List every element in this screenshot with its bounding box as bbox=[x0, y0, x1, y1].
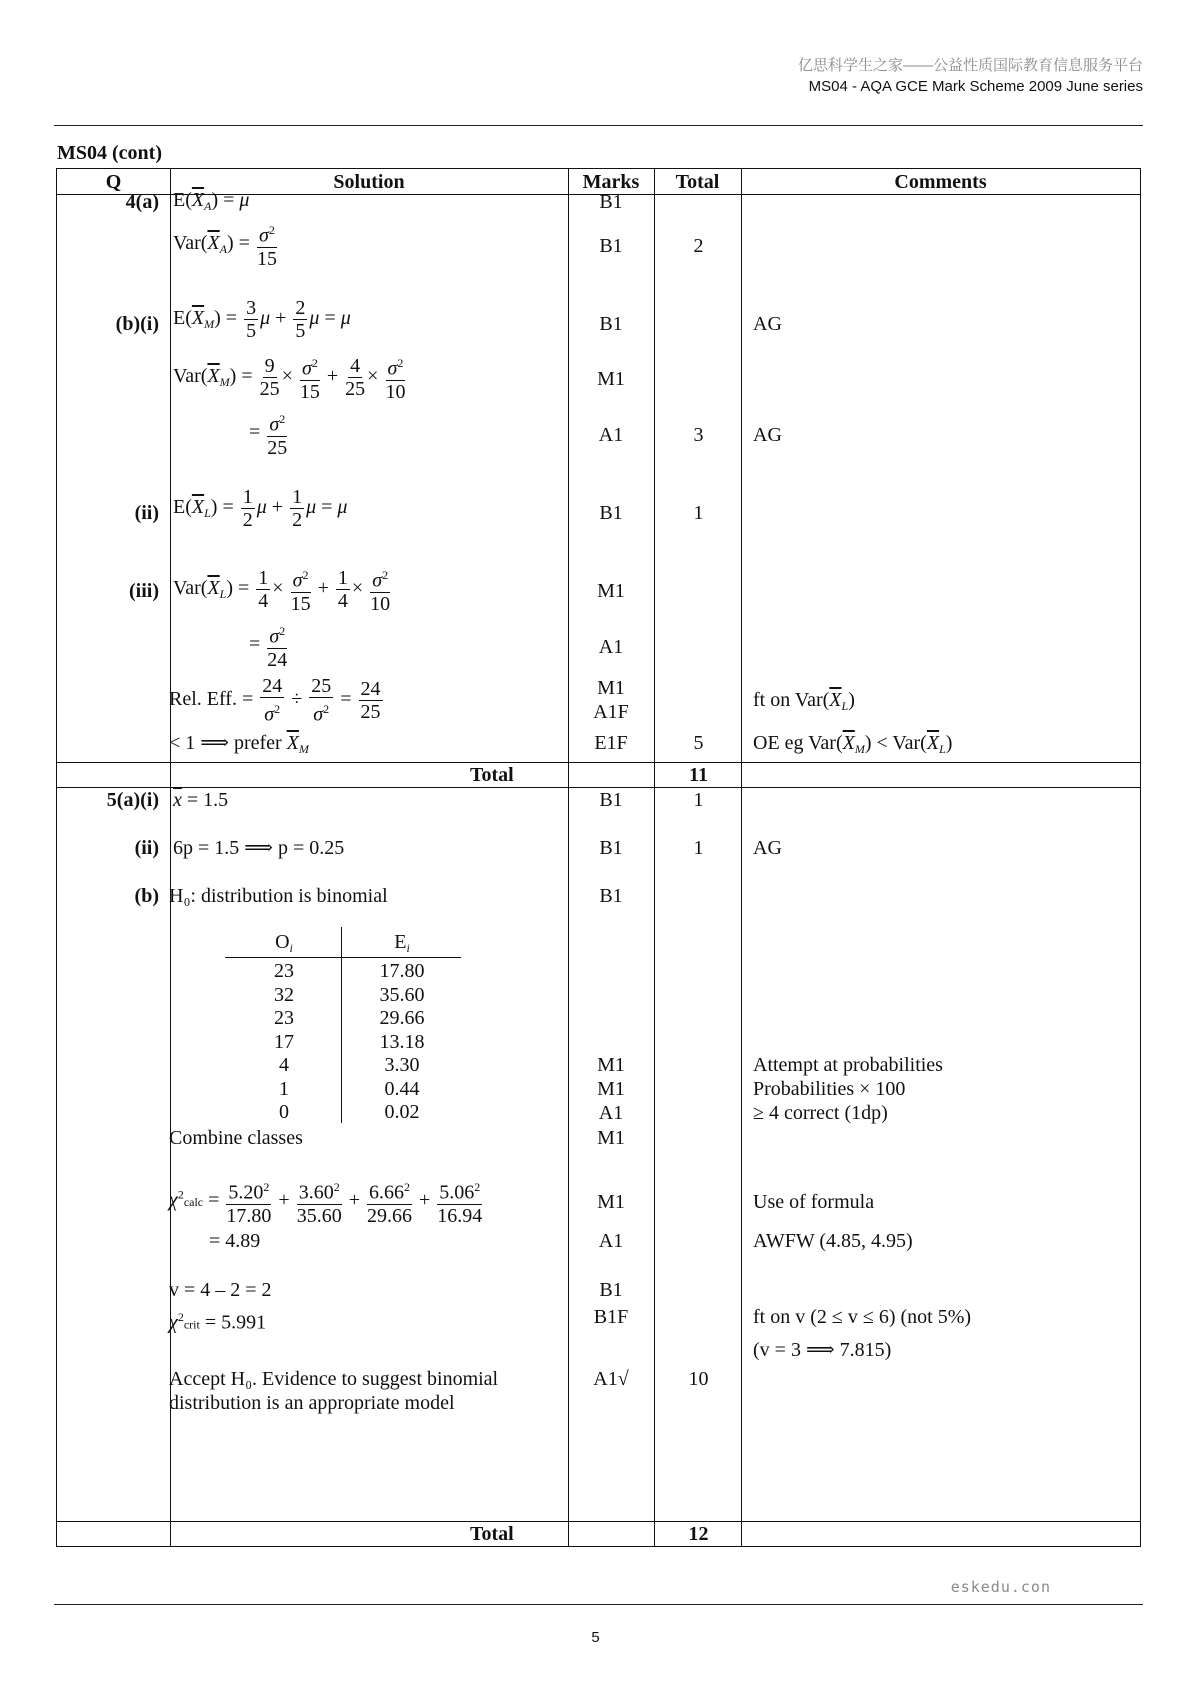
solution-releff: Rel. Eff. = $\frac{24}{\sigma^2}$ ÷ $\frac{25}{\sigma^2}$ = $\frac{24}{25}$ bbox=[169, 675, 381, 726]
solution-4bi-result: = $\frac{\sigma^2}{25}$ bbox=[249, 408, 289, 459]
mark: M1 bbox=[597, 1078, 625, 1100]
comment: ≥ 4 correct (1dp) bbox=[753, 1102, 888, 1124]
page-number: 5 bbox=[591, 1629, 600, 1646]
mark: M1 bbox=[597, 368, 625, 390]
section-title: MS04 (cont) bbox=[57, 142, 162, 164]
solution-h0: H₀: distribution is binomial bbox=[169, 885, 388, 907]
mark: B1 bbox=[599, 235, 623, 257]
comment-ft: ft on $Var(\overline{X}_L)$ bbox=[753, 689, 855, 713]
mark: A1 bbox=[598, 1230, 624, 1252]
mark: A1 bbox=[598, 1102, 624, 1124]
comment: AG bbox=[753, 837, 782, 859]
observed-values: 23 32 23 17 4 1 0 bbox=[274, 960, 294, 1123]
header-rule bbox=[54, 125, 1143, 126]
mark: A1√ bbox=[593, 1368, 629, 1390]
total: 2 bbox=[693, 235, 704, 257]
col-header-solution: Solution bbox=[333, 171, 405, 193]
col-header-q: Q bbox=[105, 171, 122, 193]
expected-header: $E_i$ bbox=[394, 931, 410, 955]
mark: B1 bbox=[599, 502, 623, 524]
comment-oe: OE eg $Var(\overline{X}_M) < Var(\overline{X}_L)$ bbox=[753, 732, 953, 756]
mark: B1 bbox=[599, 1279, 623, 1301]
mark-scheme-table bbox=[56, 168, 1141, 1547]
watermark: eskedu.con bbox=[950, 1578, 1051, 1596]
col-header-total: Total bbox=[675, 171, 720, 193]
q-label-5b: (b) bbox=[134, 885, 159, 907]
comment: Attempt at probabilities bbox=[753, 1054, 943, 1076]
solution-4a-var: $Var(\overline{X}_A)$ = $\frac{\sigma^2}{15}$ bbox=[173, 219, 279, 270]
solution-4bi-var: $Var(\overline{X}_M)$ = $\frac{9}{25}$ × $\frac{\sigma^2}{15}$ + $\frac{4}{25}$ × $\frac{\sigma^2}{10}$ bbox=[173, 352, 407, 403]
comment: ft on v (2 ≤ v ≤ 6) (not 5%) bbox=[753, 1306, 972, 1328]
q-label-4a: 4(a) bbox=[125, 191, 159, 213]
mark: B1F bbox=[593, 1306, 629, 1328]
total: 10 bbox=[688, 1368, 709, 1390]
mark: A1F bbox=[593, 701, 629, 723]
mark: B1 bbox=[599, 789, 623, 811]
mark: B1 bbox=[599, 885, 623, 907]
solution-nu: v = 4 – 2 = 2 bbox=[169, 1279, 272, 1301]
total: 3 bbox=[693, 424, 704, 446]
solution-5ii: 6p = 1.5 ⟹ p = 0.25 bbox=[173, 837, 345, 859]
solution-accept-2: distribution is an appropriate model bbox=[169, 1392, 455, 1414]
q-label-5ai: 5(a)(i) bbox=[106, 789, 159, 811]
col-header-comments: Comments bbox=[894, 171, 987, 193]
solution-5ai: $\overline{x} = 1.5$ bbox=[173, 789, 229, 811]
q5-total-label: Total bbox=[470, 1523, 514, 1545]
comment: AWFW (4.85, 4.95) bbox=[753, 1230, 913, 1252]
solution-4a-mean: $E(\overline{X}_A) = \mu$ bbox=[173, 189, 250, 213]
total: 5 bbox=[693, 732, 704, 754]
solution-combine: Combine classes bbox=[169, 1127, 303, 1149]
mark: B1 bbox=[599, 837, 623, 859]
mark: M1 bbox=[597, 1127, 625, 1149]
solution-prefer: < 1 ⟹ prefer $\overline{X}_M$ bbox=[169, 732, 309, 756]
solution-accept-1: Accept H₀. Evidence to suggest binomial bbox=[169, 1368, 499, 1390]
mark: B1 bbox=[599, 313, 623, 335]
solution-4ii: $E(\overline{X}_L)$ = $\frac{1}{2}$ μ + $\frac{1}{2}$ μ = μ bbox=[173, 486, 348, 531]
q-label-5ii: (ii) bbox=[134, 837, 159, 859]
q5-total-value: 12 bbox=[688, 1523, 709, 1545]
solution-chi-calc: $\chi^2calc$ = $\frac{5.20^2}{17.80}$ + $\frac{3.60^2}{35.60}$ + $\frac{6.66^2}{29.66}$ + $\frac{5.06^2}{16.94}$ bbox=[169, 1176, 484, 1227]
mark: A1 bbox=[598, 424, 624, 446]
comment: AG bbox=[753, 424, 782, 446]
mark: A1 bbox=[598, 636, 624, 658]
observed-header: $O_i$ bbox=[275, 931, 293, 955]
mark: M1 bbox=[597, 580, 625, 602]
comment: Probabilities × 100 bbox=[753, 1078, 906, 1100]
expected-values: 17.80 35.60 29.66 13.18 3.30 0.44 0.02 bbox=[379, 960, 425, 1123]
col-header-marks: Marks bbox=[582, 171, 640, 193]
q-label-4iii: (iii) bbox=[129, 580, 159, 602]
total: 1 bbox=[693, 789, 704, 811]
solution-4iii-result: = $\frac{\sigma^2}{24}$ bbox=[249, 620, 289, 671]
mark: M1 bbox=[597, 677, 625, 699]
comment: Use of formula bbox=[753, 1191, 875, 1213]
comment: (v = 3 ⟹ 7.815) bbox=[753, 1339, 892, 1361]
solution-4iii-var: $Var(\overline{X}_L)$ = $\frac{1}{4}$ × $\frac{\sigma^2}{15}$ + $\frac{1}{4}$ × $\frac{\sigma^2}{10}$ bbox=[173, 564, 392, 615]
document-title: MS04 - AQA GCE Mark Scheme 2009 June series bbox=[808, 78, 1143, 95]
mark: M1 bbox=[597, 1054, 625, 1076]
total: 1 bbox=[693, 837, 704, 859]
q-label-4ii: (ii) bbox=[134, 502, 159, 524]
q4-total-label: Total bbox=[470, 764, 514, 786]
mark: B1 bbox=[599, 191, 623, 213]
solution-4bi-mean: $E(\overline{X}_M)$ = $\frac{3}{5}$ μ + $\frac{2}{5}$ μ = μ bbox=[173, 297, 351, 342]
mark: E1F bbox=[594, 732, 628, 754]
total: 1 bbox=[693, 502, 704, 524]
footer-rule bbox=[54, 1604, 1143, 1605]
comment: AG bbox=[753, 313, 782, 335]
solution-chi-result: = 4.89 bbox=[209, 1230, 261, 1252]
q-label-4bi: (b)(i) bbox=[115, 313, 159, 335]
site-header: 亿思科学生之家——公益性质国际教育信息服务平台 bbox=[797, 57, 1143, 74]
q4-total-value: 11 bbox=[689, 764, 708, 786]
solution-chi-crit: $\chi^2crit = 5.991$ bbox=[169, 1310, 267, 1334]
mark: M1 bbox=[597, 1191, 625, 1213]
